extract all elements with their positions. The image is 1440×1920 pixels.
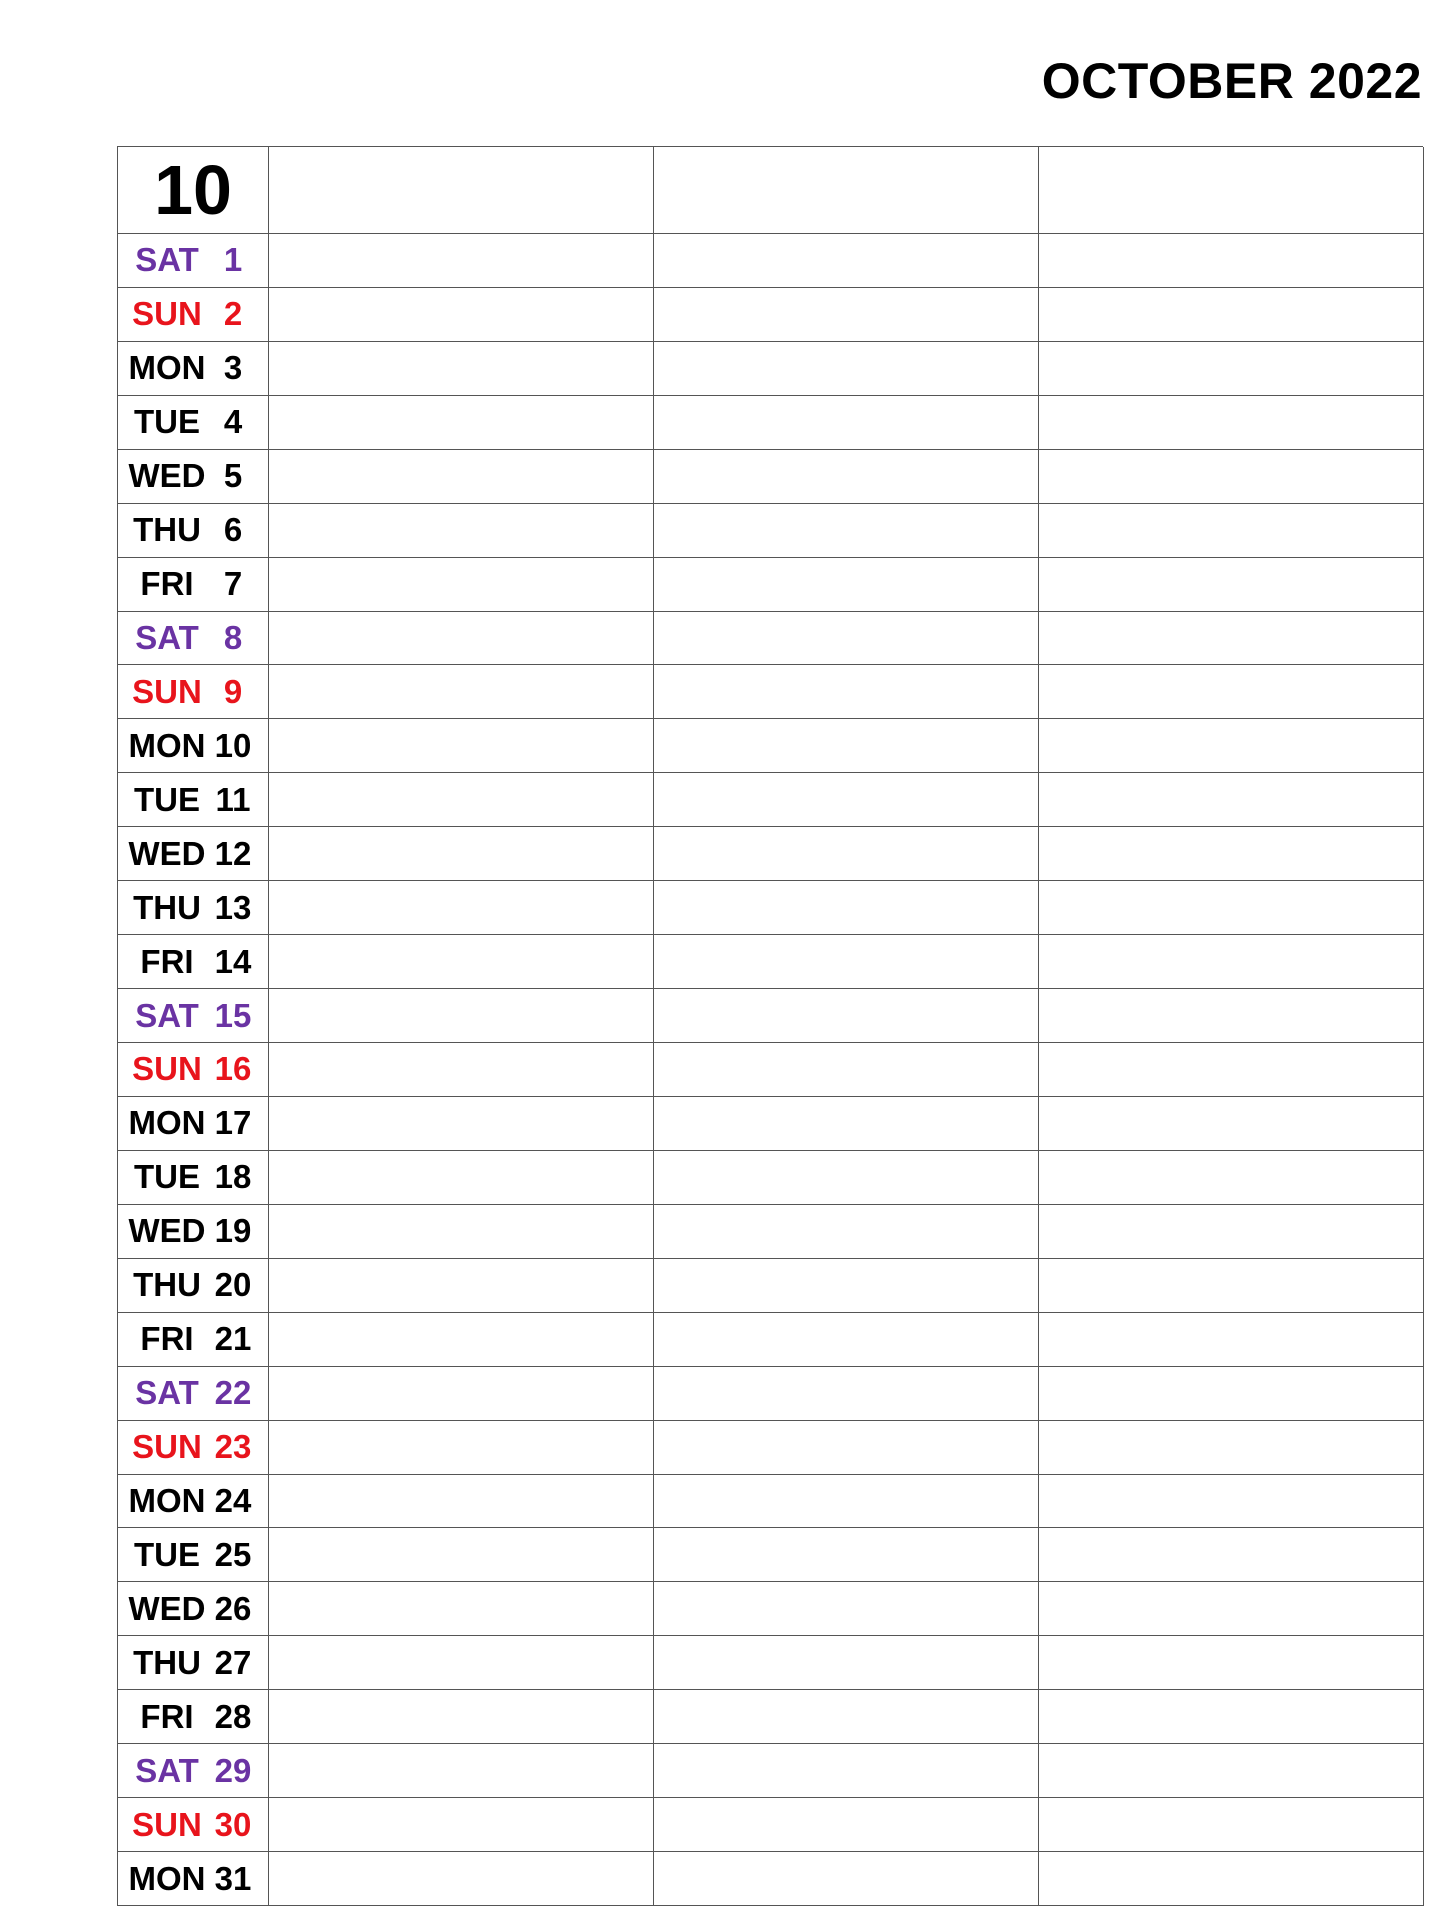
- note-cell[interactable]: [269, 1582, 654, 1636]
- note-cell[interactable]: [1039, 1313, 1424, 1367]
- note-cell[interactable]: [654, 288, 1039, 342]
- day-label: [118, 612, 269, 666]
- note-cell[interactable]: [654, 1367, 1039, 1421]
- day-label: [118, 1367, 269, 1421]
- note-cell[interactable]: [269, 1798, 654, 1852]
- note-cell[interactable]: [654, 396, 1039, 450]
- note-cell[interactable]: [269, 342, 654, 396]
- day-number: 9: [223, 672, 243, 710]
- note-cell[interactable]: [269, 288, 654, 342]
- note-cell[interactable]: [1039, 827, 1424, 881]
- note-cell[interactable]: [654, 935, 1039, 989]
- day-of-week: THU: [133, 888, 201, 926]
- note-cell[interactable]: [269, 719, 654, 773]
- day-number: 4: [223, 403, 243, 441]
- day-number: 5: [223, 457, 243, 495]
- note-cell[interactable]: [654, 665, 1039, 719]
- day-of-week: MON: [128, 1104, 206, 1142]
- note-cell[interactable]: [269, 1259, 654, 1313]
- note-cell[interactable]: [269, 1313, 654, 1367]
- day-of-week: FRI: [140, 1697, 194, 1735]
- day-number: 30: [214, 1805, 252, 1843]
- day-label: [118, 1313, 269, 1367]
- note-cell[interactable]: [269, 1475, 654, 1529]
- day-number: 22: [214, 1374, 252, 1412]
- note-cell[interactable]: [654, 1259, 1039, 1313]
- day-of-week: FRI: [140, 1320, 194, 1358]
- note-cell[interactable]: [269, 558, 654, 612]
- day-label: [118, 342, 269, 396]
- note-cell[interactable]: [654, 1852, 1039, 1906]
- day-of-week: FRI: [140, 565, 194, 603]
- note-cell[interactable]: [1039, 719, 1424, 773]
- day-number: 2: [223, 295, 243, 333]
- day-of-week: TUE: [134, 780, 200, 818]
- day-label: [118, 1259, 269, 1313]
- note-cell[interactable]: [654, 1582, 1039, 1636]
- day-of-week: WED: [128, 834, 206, 872]
- day-number: 21: [214, 1320, 252, 1358]
- note-cell[interactable]: [1039, 1528, 1424, 1582]
- day-number: 26: [214, 1589, 252, 1627]
- header-blank-cell[interactable]: [269, 147, 654, 234]
- header-blank-cell[interactable]: [1039, 147, 1424, 234]
- day-label: [118, 1528, 269, 1582]
- note-cell[interactable]: [269, 1205, 654, 1259]
- day-label: [118, 1475, 269, 1529]
- day-label: [118, 1097, 269, 1151]
- day-number: 27: [214, 1643, 252, 1681]
- note-cell[interactable]: [654, 773, 1039, 827]
- note-cell[interactable]: [269, 1367, 654, 1421]
- day-label: [118, 773, 269, 827]
- day-label: [118, 989, 269, 1043]
- note-cell[interactable]: [654, 881, 1039, 935]
- day-label: [118, 1798, 269, 1852]
- day-label: [118, 1744, 269, 1798]
- note-cell[interactable]: [1039, 396, 1424, 450]
- day-of-week: WED: [128, 457, 206, 495]
- note-cell[interactable]: [1039, 1582, 1424, 1636]
- day-label: [118, 1582, 269, 1636]
- note-cell[interactable]: [269, 1528, 654, 1582]
- day-label: [118, 827, 269, 881]
- day-label: [118, 719, 269, 773]
- note-cell[interactable]: [1039, 665, 1424, 719]
- note-cell[interactable]: [1039, 1744, 1424, 1798]
- header-blank-cell[interactable]: [654, 147, 1039, 234]
- day-of-week: SAT: [135, 619, 199, 656]
- day-of-week: THU: [133, 1643, 201, 1681]
- day-number: 18: [214, 1158, 252, 1196]
- day-label: [118, 1043, 269, 1097]
- note-cell[interactable]: [654, 1097, 1039, 1151]
- day-number: 29: [214, 1751, 252, 1789]
- note-cell[interactable]: [654, 1744, 1039, 1798]
- day-of-week: MON: [128, 1481, 206, 1519]
- day-number: 12: [214, 834, 252, 872]
- note-cell[interactable]: [1039, 342, 1424, 396]
- day-number: 3: [223, 349, 243, 387]
- note-cell[interactable]: [1039, 1475, 1424, 1529]
- note-cell[interactable]: [269, 1097, 654, 1151]
- note-cell[interactable]: [1039, 1151, 1424, 1205]
- note-cell[interactable]: [654, 1151, 1039, 1205]
- day-of-week: SUN: [132, 1805, 202, 1843]
- day-number: 14: [214, 942, 252, 980]
- day-of-week: SUN: [132, 1428, 202, 1466]
- note-cell[interactable]: [269, 1043, 654, 1097]
- note-cell[interactable]: [1039, 1205, 1424, 1259]
- day-of-week: SAT: [135, 241, 199, 279]
- note-cell[interactable]: [269, 665, 654, 719]
- day-of-week: SUN: [132, 1050, 202, 1088]
- day-number: 10: [214, 726, 252, 764]
- day-of-week: WED: [128, 1212, 206, 1250]
- day-of-week: SUN: [132, 295, 202, 333]
- note-cell[interactable]: [654, 1043, 1039, 1097]
- day-of-week: TUE: [134, 1158, 200, 1196]
- day-of-week: SAT: [135, 996, 199, 1034]
- note-cell[interactable]: [654, 1205, 1039, 1259]
- note-cell[interactable]: [654, 342, 1039, 396]
- day-label: [118, 1636, 269, 1690]
- note-cell[interactable]: [269, 234, 654, 288]
- note-cell[interactable]: [1039, 1636, 1424, 1690]
- day-label: [118, 1151, 269, 1205]
- day-label: [118, 504, 269, 558]
- note-cell[interactable]: [269, 1151, 654, 1205]
- day-of-week: MON: [128, 349, 206, 387]
- note-cell[interactable]: [1039, 935, 1424, 989]
- note-cell[interactable]: [654, 1421, 1039, 1475]
- day-of-week: MON: [128, 726, 206, 764]
- note-cell[interactable]: [269, 1421, 654, 1475]
- day-label: [118, 881, 269, 935]
- day-label: [118, 665, 269, 719]
- day-of-week: SAT: [135, 1751, 199, 1789]
- day-of-week: SAT: [135, 1374, 199, 1412]
- note-cell[interactable]: [654, 989, 1039, 1043]
- day-of-week: TUE: [134, 403, 200, 441]
- note-cell[interactable]: [1039, 450, 1424, 504]
- day-number: 17: [214, 1104, 252, 1142]
- note-cell[interactable]: [269, 450, 654, 504]
- day-of-week: MON: [128, 1859, 206, 1897]
- note-cell[interactable]: [1039, 558, 1424, 612]
- note-cell[interactable]: [269, 612, 654, 666]
- day-of-week: TUE: [134, 1535, 200, 1573]
- note-cell[interactable]: [269, 773, 654, 827]
- note-cell[interactable]: [654, 1798, 1039, 1852]
- day-number: 20: [214, 1266, 252, 1304]
- day-label: [118, 1205, 269, 1259]
- note-cell[interactable]: [654, 1475, 1039, 1529]
- note-cell[interactable]: [269, 881, 654, 935]
- day-number: 6: [223, 511, 243, 549]
- note-cell[interactable]: [654, 504, 1039, 558]
- note-cell[interactable]: [1039, 1367, 1424, 1421]
- note-cell[interactable]: [1039, 288, 1424, 342]
- day-of-week: WED: [128, 1589, 206, 1627]
- day-number: 31: [214, 1859, 252, 1897]
- note-cell[interactable]: [1039, 1690, 1424, 1744]
- day-label: [118, 1852, 269, 1906]
- note-cell[interactable]: [1039, 1259, 1424, 1313]
- note-cell[interactable]: [654, 719, 1039, 773]
- note-cell[interactable]: [654, 234, 1039, 288]
- note-cell[interactable]: [269, 1690, 654, 1744]
- day-label: [118, 450, 269, 504]
- day-number: 16: [214, 1050, 252, 1088]
- day-number: 24: [214, 1481, 252, 1519]
- day-number: 13: [214, 888, 252, 926]
- day-of-week: THU: [133, 511, 201, 549]
- note-cell[interactable]: [654, 1528, 1039, 1582]
- day-number: 1: [223, 241, 243, 279]
- note-cell[interactable]: [1039, 234, 1424, 288]
- day-of-week: SUN: [132, 672, 202, 710]
- page-title: OCTOBER 2022: [1041, 53, 1422, 109]
- note-cell[interactable]: [654, 827, 1039, 881]
- day-number: 25: [214, 1535, 252, 1573]
- day-label: [118, 396, 269, 450]
- note-cell[interactable]: [269, 1636, 654, 1690]
- note-cell[interactable]: [269, 504, 654, 558]
- note-cell[interactable]: [1039, 1043, 1424, 1097]
- day-number: 8: [223, 619, 243, 656]
- note-cell[interactable]: [269, 1744, 654, 1798]
- note-cell[interactable]: [269, 827, 654, 881]
- day-label: [118, 558, 269, 612]
- note-cell[interactable]: [269, 1852, 654, 1906]
- day-number: 7: [223, 565, 243, 603]
- day-number: 23: [214, 1428, 252, 1466]
- note-cell[interactable]: [654, 450, 1039, 504]
- note-cell[interactable]: [654, 612, 1039, 666]
- note-cell[interactable]: [269, 935, 654, 989]
- note-cell[interactable]: [1039, 1852, 1424, 1906]
- note-cell[interactable]: [654, 1690, 1039, 1744]
- day-of-week: THU: [133, 1266, 201, 1304]
- day-label: [118, 1421, 269, 1475]
- note-cell[interactable]: [654, 1636, 1039, 1690]
- day-of-week: FRI: [140, 942, 194, 980]
- note-cell[interactable]: [1039, 773, 1424, 827]
- month-number: 10: [118, 147, 269, 234]
- note-cell[interactable]: [654, 1313, 1039, 1367]
- note-cell[interactable]: [1039, 881, 1424, 935]
- note-cell[interactable]: [1039, 1421, 1424, 1475]
- day-number: 19: [214, 1212, 252, 1250]
- note-cell[interactable]: [269, 989, 654, 1043]
- note-cell[interactable]: [654, 558, 1039, 612]
- day-label: [118, 935, 269, 989]
- day-number: 28: [214, 1697, 252, 1735]
- note-cell[interactable]: [1039, 612, 1424, 666]
- note-cell[interactable]: [1039, 504, 1424, 558]
- note-cell[interactable]: [269, 396, 654, 450]
- calendar-grid: [117, 146, 1423, 1906]
- day-label: [118, 1690, 269, 1744]
- day-number: 11: [215, 780, 251, 818]
- note-cell[interactable]: [1039, 1798, 1424, 1852]
- note-cell[interactable]: [1039, 989, 1424, 1043]
- day-number: 15: [214, 996, 252, 1034]
- day-label: [118, 288, 269, 342]
- day-label: [118, 234, 269, 288]
- note-cell[interactable]: [1039, 1097, 1424, 1151]
